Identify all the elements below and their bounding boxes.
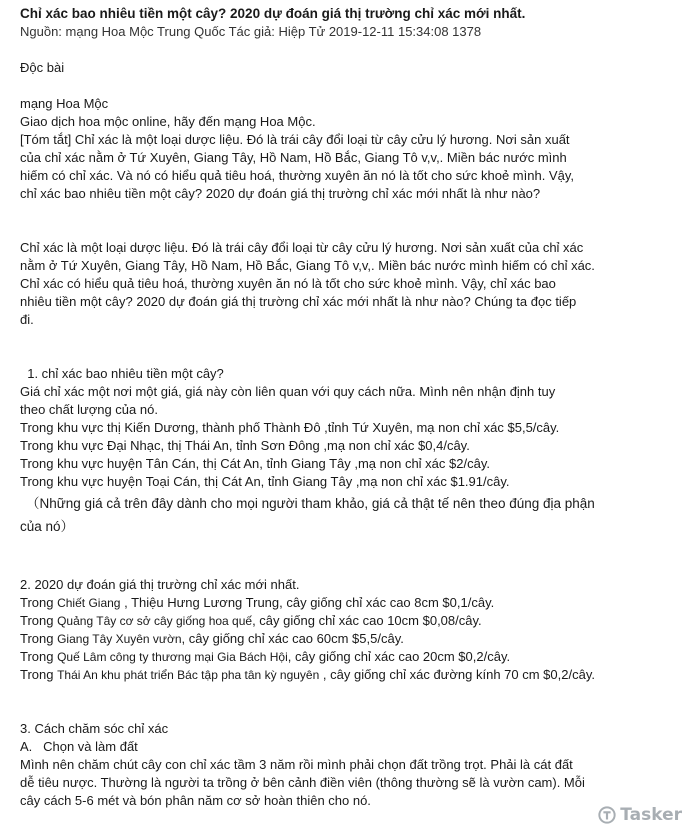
- forecast-row: [20, 594, 680, 612]
- forecast-detail: , cây giống chỉ xác cao 60cm $5,5/cây.: [181, 631, 404, 646]
- forecast-detail: , cây giống chỉ xác đường kính 70 cm $0,2/cây.: [319, 667, 595, 682]
- watermark-text: Tasker: [620, 805, 682, 825]
- section-heading: 2. 2020 dự đoán giá thị trường chỉ xác mới nhất.: [20, 577, 300, 592]
- forecast-place: Quế Lâm công ty thương mại Gia Bách Hội: [57, 650, 288, 664]
- article: [20, 4, 680, 810]
- section-line: theo chất lượng của nó.: [20, 402, 158, 417]
- section-line: Giá chỉ xác một nơi một giá, giá này còn liên quan với quy cách nữa. Mình nên nhận định tuy: [20, 384, 556, 399]
- forecast-detail: , cây giống chỉ xác cao 20cm $0,2/cây.: [287, 649, 511, 664]
- forecast-prefix: Trong: [20, 649, 58, 664]
- watermark: [598, 805, 682, 825]
- price-line: Trong khu vực huyện Tân Cán, thị Cát An, tỉnh Giang Tây ,mạ non chỉ xác $2/cây.: [20, 456, 490, 471]
- article-title: Chỉ xác bao nhiêu tiền một cây? 2020 dự đoán giá thị trường chỉ xác mới nhất.: [20, 6, 526, 21]
- summary-line: của chỉ xác nằm ở Tứ Xuyên, Giang Tây, Hồ Nam, Hồ Bắc, Giang Tô v,v,. Miền bác nước mình: [20, 150, 567, 165]
- forecast-prefix: Trong: [20, 667, 58, 682]
- tasker-logo-icon: [598, 806, 616, 824]
- forecast-prefix: Trong: [20, 631, 58, 646]
- intro-paragraph: [20, 239, 680, 329]
- price-line: Trong khu vực thị Kiến Dương, thành phố Thành Đô ,tỉnh Tứ Xuyên, mạ non chỉ xác $5,5/cây.: [20, 420, 560, 435]
- article-source: Nguồn: mạng Hoa Mộc Trung Quốc Tác giả: Hiệp Tử 2019-12-11 15:34:08 1378: [20, 24, 482, 39]
- intro-line: nằm ở Tứ Xuyên, Giang Tây, Hồ Nam, Hồ Bắc, Giang Tô v,v,. Miền bác nước mình hiếm có chỉ xác.: [20, 258, 595, 273]
- summary-paragraph: [20, 131, 680, 203]
- forecast-place: Chiết Giang: [57, 596, 121, 610]
- forecast-row: [20, 666, 680, 684]
- intro-line: đi.: [20, 312, 34, 327]
- forecast-prefix: Trong: [20, 613, 58, 628]
- forecast-detail: , cây giống chỉ xác cao 10cm $0,08/cây.: [252, 613, 482, 628]
- section-heading: 3. Cách chăm sóc chỉ xác: [20, 721, 169, 736]
- forecast-prefix: Trong: [20, 595, 58, 610]
- intro-line: Chỉ xác là một loại dược liệu. Đó là trái cây đổi loại từ cây cửu lý hương. Nơi sản xuất của chỉ xác: [20, 240, 584, 255]
- forecast-place: Thái An khu phát triển Bác tập pha tân kỳ nguyên: [57, 668, 320, 682]
- section-forecast: [20, 576, 680, 684]
- forecast-row: [20, 630, 680, 648]
- forecast-row: [20, 648, 680, 666]
- intro-line: Chỉ xác có hiểu quả tiêu hoá, thường xuyên ăn nó là tốt cho sức khoẻ mình. Vậy, chỉ xác bao: [20, 276, 556, 291]
- site-name: mạng Hoa Mộc: [20, 96, 109, 111]
- section-line: dễ tiêu nược. Thường là người ta trồng ở bên cảnh điền viên (thông thường sẽ là vườn cam). Mỗi: [20, 775, 585, 790]
- price-note: （Những giá cả trên đây dành cho mọi người tham khảo, giá cả thật tế nên theo đúng địa phận: [26, 496, 595, 511]
- price-line: Trong khu vực huyện Toại Cán, thị Cát An, tỉnh Giang Tây ,mạ non chỉ xác $1.91/cây.: [20, 474, 510, 489]
- forecast-place: Giang Tây Xuyên vườn: [57, 632, 182, 646]
- read-label: Độc bài: [20, 60, 65, 75]
- forecast-place: Quảng Tây cơ sở cây giống hoa quế: [57, 614, 253, 628]
- price-note-end: của nó）: [20, 519, 75, 534]
- forecast-detail: , Thiệu Hưng Lương Trung, cây giống chỉ xác cao 8cm $0,1/cây.: [120, 595, 495, 610]
- summary-line: [Tóm tắt] Chỉ xác là một loại dược liệu. Đó là trái cây đổi loại từ cây cửu lý hương. Nơi sản xuất: [20, 132, 570, 147]
- section-heading: 1. chỉ xác bao nhiêu tiền một cây?: [20, 366, 224, 381]
- forecast-row: [20, 612, 680, 630]
- section-price: [20, 365, 680, 540]
- section-line: cây cách 5-6 mét và bón phân năm cơ sở hoàn thiên cho nó.: [20, 793, 371, 808]
- section-care: [20, 720, 680, 810]
- forecast-list: [20, 594, 680, 684]
- section-subheading: A. Chọn và làm đất: [20, 739, 138, 754]
- site-tagline: Giao dịch hoa mộc online, hãy đến mạng Hoa Mộc.: [20, 114, 316, 129]
- summary-line: chỉ xác bao nhiêu tiền một cây? 2020 dự đoán giá thị trường chỉ xác mới nhất là như nào?: [20, 186, 541, 201]
- section-line: Mình nên chăm chút cây con chỉ xác tầm 3 năm rồi mình phải chọn đất trồng trọt. Phải là cát đất: [20, 757, 573, 772]
- intro-line: nhiêu tiền một cây? 2020 dự đoán giá thị trường chỉ xác mới nhất là như nào? Chúng ta đọc tiếp: [20, 294, 577, 309]
- price-line: Trong khu vực Đại Nhạc, thị Thái An, tỉnh Sơn Đông ,mạ non chỉ xác $0,4/cây.: [20, 438, 470, 453]
- summary-line: hiếm có chỉ xác. Và nó có hiểu quả tiêu hoá, thường xuyên ăn nó là tốt cho sức khoẻ mình. Vậy,: [20, 168, 574, 183]
